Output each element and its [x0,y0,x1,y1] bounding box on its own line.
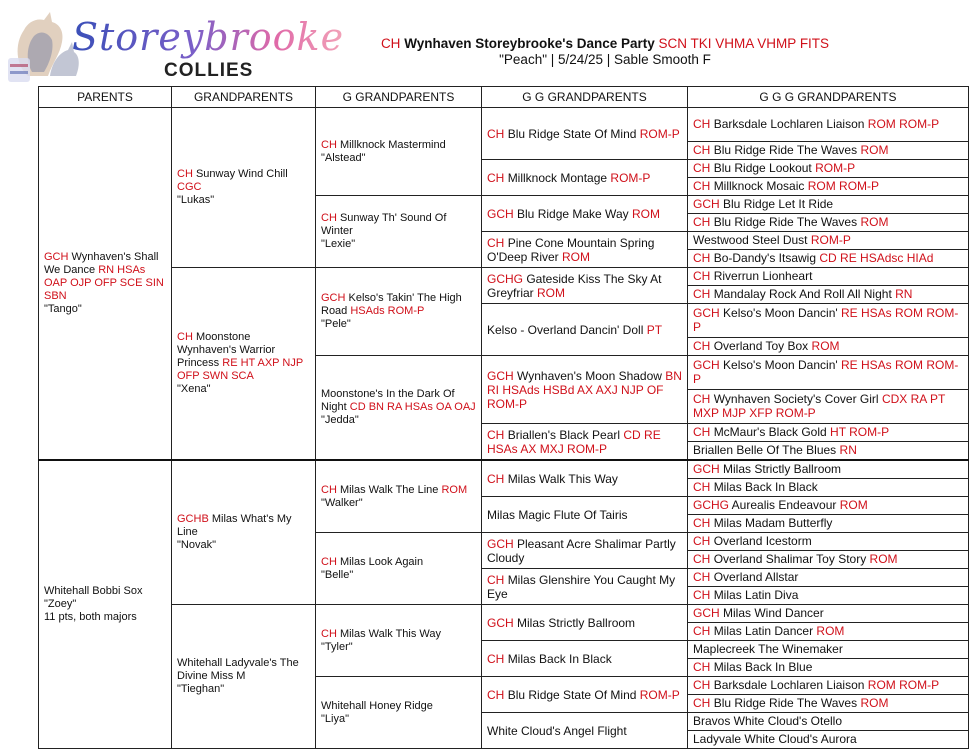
dog-name: Milas Strictly Ballroom [723,461,842,476]
dog-note: "Xena" [177,383,211,395]
dog-title-prefix: CH [693,268,711,283]
dog-titles: ROM [869,551,898,566]
dog-title-prefix: CH [487,235,505,250]
dog-title-prefix: CH [693,659,711,674]
dog-name: Milas Latin Dancer [713,623,814,638]
dog-name: Sunway Wind Chill [195,168,288,180]
dog-titles: ROM-P [610,170,651,185]
ggg-grandparent-cell [688,641,969,659]
dog-note: "Tyler" [321,640,353,653]
dog-titles: ROM [631,206,660,221]
col-header-grandparents: GRANDPARENTS [172,87,316,108]
dog-name: Moonstone's In the Dark Of Night [321,388,455,413]
dog-title-prefix: GCHG [487,271,523,286]
dog-title-prefix: CH [177,168,193,180]
ggg-grandparent-cell [688,515,969,533]
dog-note: "Pele" [321,318,351,330]
pedigree-row [39,268,969,286]
ggg-grandparent-cell [688,442,969,461]
dog-note: "Jedda" [321,414,359,426]
col-header-parents: PARENTS [39,87,172,108]
gg-grandparent-cell [482,424,688,461]
pedigree-header-row [39,87,969,108]
gg-grandparent-cell [482,232,688,268]
svg-text:Storeybrooke: Storeybrooke [72,15,345,59]
gg-grandparent-cell [482,569,688,605]
ggg-grandparent-cell [688,286,969,304]
pedigree-row [39,460,969,479]
dog-name: Overland Icestorm [713,533,812,548]
dog-title-prefix: CH [487,170,505,185]
dog-name: Milas What's My Line [177,513,292,538]
dog-titles: ROM-P [639,687,680,702]
dog-title-prefix: GCHB [177,513,209,525]
dog-name: Blu Ridge Ride The Waves [713,214,858,229]
gg-grandparent-cell [482,713,688,749]
dog-titles: RN HSAs OAP OJP OFP SCE SIN SBN [44,264,164,302]
dog-title-prefix: CH [321,627,337,640]
dog-name: Millknock Mastermind [339,138,446,151]
dog-name: Aurealis Endeavour [731,497,837,512]
dog-name: Sunway Th' Sound Of Winter [321,212,447,237]
dog-name: Whitehall Bobbi Sox [44,585,143,597]
dog-title-prefix: CH [693,178,711,193]
dog-title-prefix: GCH [693,358,720,372]
gg-grandparent-cell [482,356,688,424]
dog-title-prefix: CH [487,572,505,587]
dog-note: "Lexie" [321,238,356,250]
dog-titles: BN RI HSAds HSBd AX AXJ NJP OF ROM-P [487,368,682,411]
dog-titles: RE HSAs ROM ROM-P [693,306,959,334]
dog-name: Wynhaven's Shall We Dance [44,251,159,276]
ggg-grandparent-cell [688,731,969,749]
dog-name: Milas Strictly Ballroom [517,615,636,630]
dog-titles: HSAds ROM-P [350,305,425,317]
pedigree-row [39,108,969,142]
dog-title-prefix: CH [693,515,711,530]
dog-title-prefix: CH [693,142,711,157]
dog-titles: CGC [177,181,202,193]
dog-name: Ladyvale White Cloud's Aurora [693,731,857,746]
dog-titles: RE HSAs ROM ROM-P [693,358,959,386]
pedigree-table [38,86,969,749]
dog-titles: ROM [816,623,845,638]
dog-name: Barksdale Lochlaren Liaison [713,116,865,131]
dog-note: "Lukas" [177,194,215,206]
dog-title-prefix: GCH [693,196,720,211]
dog-titles: ROM [811,338,840,353]
dog-title-prefix: CH [693,551,711,566]
dog-name: Whitehall Honey Ridge [321,699,433,712]
dog-titles: RE HT AXP NJP OFP SWN SCA [177,357,303,382]
dog-name: Milas Walk This Way [339,627,441,640]
gg-grandparent-cell [482,160,688,196]
dog-title-prefix: CH [487,687,505,702]
dog-name: White Cloud's Angel Flight [487,723,627,738]
dog-name: Riverrun Lionheart [713,268,813,283]
ggg-grandparent-cell [688,304,969,338]
dog-name: Milas Glenshire You Caught My Eye [487,572,676,601]
great-grandparent-cell [316,196,482,268]
dog-title-prefix: CH [693,286,711,301]
dog-title-prefix: CH [321,483,337,496]
dog-titles: ROM [441,483,468,496]
dog-name: Barksdale Lochlaren Liaison [713,677,865,692]
dog-title-prefix: GCH [44,251,69,263]
dog-name: Moonstone Wynhaven's Warrior Princess [177,331,276,369]
dog-titles: RN [895,286,913,301]
dog-name: Blu Ridge State Of Mind [507,687,637,702]
pedigree-row [39,605,969,623]
dog-name: Blu Ridge Lookout [713,160,812,175]
dog-titles: ROM [537,285,566,300]
ggg-grandparent-cell [688,178,969,196]
col-header-g-grandparents: G GRANDPARENTS [316,87,482,108]
logo-subtitle: COLLIES [164,60,254,81]
dog-name: Bo-Dandy's Itsawig [713,250,817,265]
dog-note: "Alstead" [321,151,366,164]
dog-name: Milas Magic Flute Of Tairis [487,507,628,522]
ggg-grandparent-cell [688,390,969,424]
ggg-grandparent-cell [688,424,969,442]
ggg-grandparent-cell [688,677,969,695]
dog-title-prefix: GCH [487,206,514,221]
dog-name: Mandalay Rock And Roll All Night [713,286,892,301]
col-header-ggg-grandparents: G G G GRANDPARENTS [688,87,969,108]
kennel-logo [6,6,345,86]
dog-note: "Tango" [44,303,82,315]
dog-name: Milas Back In Black [713,479,818,494]
dog-name: Millknock Mosaic [713,178,805,193]
dog-name: Overland Toy Box [713,338,809,353]
header-details: "Peach" | 5/24/25 | Sable Smooth F [499,52,711,67]
dog-title-prefix: CH [487,427,505,442]
grandparent-cell [172,108,316,268]
gg-grandparent-cell [482,497,688,533]
dog-titles: CDX RA PT MXP MJP XFP ROM-P [693,392,946,420]
ggg-grandparent-cell [688,268,969,286]
dog-name: Blu Ridge Make Way [517,206,629,221]
ggg-grandparent-cell [688,250,969,268]
dog-title-prefix: CH [321,212,337,224]
dog-name: Overland Allstar [713,569,799,584]
dog-name: Pleasant Acre Shalimar Partly Cloudy [487,536,676,565]
ggg-grandparent-cell [688,533,969,551]
gg-grandparent-cell [482,304,688,356]
dog-titles: ROM [562,249,590,264]
dog-title-prefix: CH [693,214,711,229]
dog-name: Bravos White Cloud's Otello [693,713,843,728]
header-prefix: CH [380,36,401,51]
dog-name: Milas Madam Butterfly [713,515,833,530]
dog-titles: ROM [860,142,889,157]
dog-title-prefix: GCH [693,306,720,320]
dog-title-prefix: CH [693,479,711,494]
dog-titles: ROM ROM-P [867,116,940,131]
dog-name: Blu Ridge Let It Ride [723,196,834,211]
dog-name: Blu Ridge State Of Mind [507,126,637,141]
dog-title-prefix: CH [693,392,711,406]
dog-title-prefix: CH [693,533,711,548]
dog-name: Blu Ridge Ride The Waves [713,695,858,710]
dog-titles: ROM [860,695,889,710]
great-grandparent-cell [316,460,482,533]
dog-name: Wynhaven's Moon Shadow [517,368,662,383]
dog-titles: ROM [839,497,868,512]
ggg-grandparent-cell [688,695,969,713]
great-grandparent-cell [316,108,482,196]
ggg-grandparent-cell [688,160,969,178]
grandparent-cell [172,605,316,749]
great-grandparent-cell [316,356,482,461]
dog-title-prefix: CH [321,555,337,568]
header-name: Wynhaven Storeybrooke's Dance Party [404,36,655,51]
dog-name: Wynhaven Society's Cover Girl [713,392,879,406]
grandparent-cell [172,268,316,461]
dog-title-prefix: CH [487,471,505,486]
ggg-grandparent-cell [688,587,969,605]
ggg-grandparent-cell [688,605,969,623]
ggg-grandparent-cell [688,196,969,214]
dog-note: "Liya" [321,712,349,725]
dog-title-prefix: CH [693,116,711,131]
dog-name: Milas Back In Black [507,651,612,666]
dog-title-prefix: CH [177,331,193,343]
dog-title-prefix: GCH [321,292,346,304]
dog-titles: CD BN RA HSAs OA OAJ [349,401,476,413]
dog-name: Whitehall Ladyvale's The Divine Miss M [177,657,299,682]
dog-name: Milas Walk This Way [507,471,618,486]
gg-grandparent-cell [482,108,688,160]
dog-titles: ROM-P [639,126,680,141]
dog-name: Kelso's Takin' The High Road [321,292,462,317]
great-grandparent-cell [316,533,482,605]
dog-titles: ROM ROM-P [867,677,940,692]
ggg-grandparent-cell [688,569,969,587]
dog-titles: PT [646,322,663,337]
great-grandparent-cell [316,677,482,749]
dog-name: Gateside Kiss The Sky At Greyfriar [487,271,662,300]
header-titles: SCN TKI VHMA VHMP FITS [658,36,830,51]
dog-name: Overland Shalimar Toy Story [713,551,867,566]
dog-title-prefix: GCH [487,615,514,630]
dog-titles: ROM [860,214,889,229]
ggg-grandparent-cell [688,338,969,356]
dog-title-prefix: CH [693,569,711,584]
gg-grandparent-cell [482,196,688,232]
ggg-grandparent-cell [688,479,969,497]
dog-note: "Zoey" [44,598,77,610]
gg-grandparent-cell [482,677,688,713]
ggg-grandparent-cell [688,659,969,677]
ggg-grandparent-cell [688,214,969,232]
dog-name: Milas Look Again [339,555,424,568]
dog-titles: CD RE HSAdsc HIAd [819,250,934,265]
ggg-grandparent-cell [688,623,969,641]
dog-titles: RN [839,442,857,457]
dog-title-prefix: CH [487,651,505,666]
dog-name: Kelso - Overland Dancin' Doll [487,322,644,337]
dog-titles: ROM-P [815,160,856,175]
dog-titles: ROM ROM-P [807,178,880,193]
dog-title-prefix: CH [693,587,711,602]
great-grandparent-cell [316,268,482,356]
dog-name: Milas Walk The Line [339,483,439,496]
dog-name: Pine Cone Mountain Spring O'Deep River [487,235,655,264]
dog-name: Westwood Steel Dust [693,232,808,247]
dog-note: "Novak" [177,539,216,551]
dog-title-prefix: GCH [487,536,514,551]
grandparent-cell [172,460,316,605]
dog-name: McMaur's Black Gold [713,424,827,439]
dog-name: Kelso's Moon Dancin' [723,306,838,320]
dog-name: Milas Latin Diva [713,587,799,602]
dog-title-prefix: CH [693,623,711,638]
gg-grandparent-cell [482,641,688,677]
ggg-grandparent-cell [688,713,969,731]
ggg-grandparent-cell [688,551,969,569]
dog-name: Kelso's Moon Dancin' [723,358,838,372]
dog-name: Blu Ridge Ride The Waves [713,142,858,157]
dog-titles: CD RE HSAs AX MXJ ROM-P [487,427,661,456]
dog-title-prefix: CH [321,138,337,151]
ggg-grandparent-cell [688,460,969,479]
dog-title-prefix: CH [693,250,711,265]
dog-title-prefix: GCH [693,605,720,620]
ggg-grandparent-cell [688,108,969,142]
dog-note: "Walker" [321,496,363,509]
col-header-gg-grandparents: G G GRANDPARENTS [482,87,688,108]
dog-title-prefix: GCH [693,461,720,476]
dog-note: "Belle" [321,568,354,581]
ggg-grandparent-cell [688,232,969,250]
ggg-grandparent-cell [688,356,969,390]
dog-name: Milas Wind Dancer [723,605,824,620]
dog-note: "Tieghan" [177,683,225,695]
gg-grandparent-cell [482,268,688,304]
ggg-grandparent-cell [688,497,969,515]
gg-grandparent-cell [482,460,688,497]
dog-title-prefix: CH [693,424,711,439]
dog-title-prefix: CH [693,677,711,692]
dog-titles: HT ROM-P [830,424,890,439]
dog-name: Millknock Montage [507,170,608,185]
gg-grandparent-cell [482,533,688,569]
dog-header [300,36,910,68]
dog-name: Milas Back In Blue [713,659,813,674]
dog-name: Briallen Belle Of The Blues [693,442,837,457]
great-grandparent-cell [316,605,482,677]
parent-cell [39,108,172,461]
dog-title-prefix: CH [693,695,711,710]
ggg-grandparent-cell [688,142,969,160]
dog-title-prefix: CH [487,126,505,141]
dog-titles: ROM-P [810,232,851,247]
dog-title-prefix: CH [693,160,711,175]
dog-title-prefix: CH [693,338,711,353]
dog-name: Maplecreek The Winemaker [693,641,843,656]
dog-name: Briallen's Black Pearl [507,427,621,442]
dog-title-prefix: GCH [487,368,514,383]
parent-cell [39,460,172,749]
gg-grandparent-cell [482,605,688,641]
dog-note: 11 pts, both majors [44,611,137,623]
dog-title-prefix: GCHG [693,497,729,512]
